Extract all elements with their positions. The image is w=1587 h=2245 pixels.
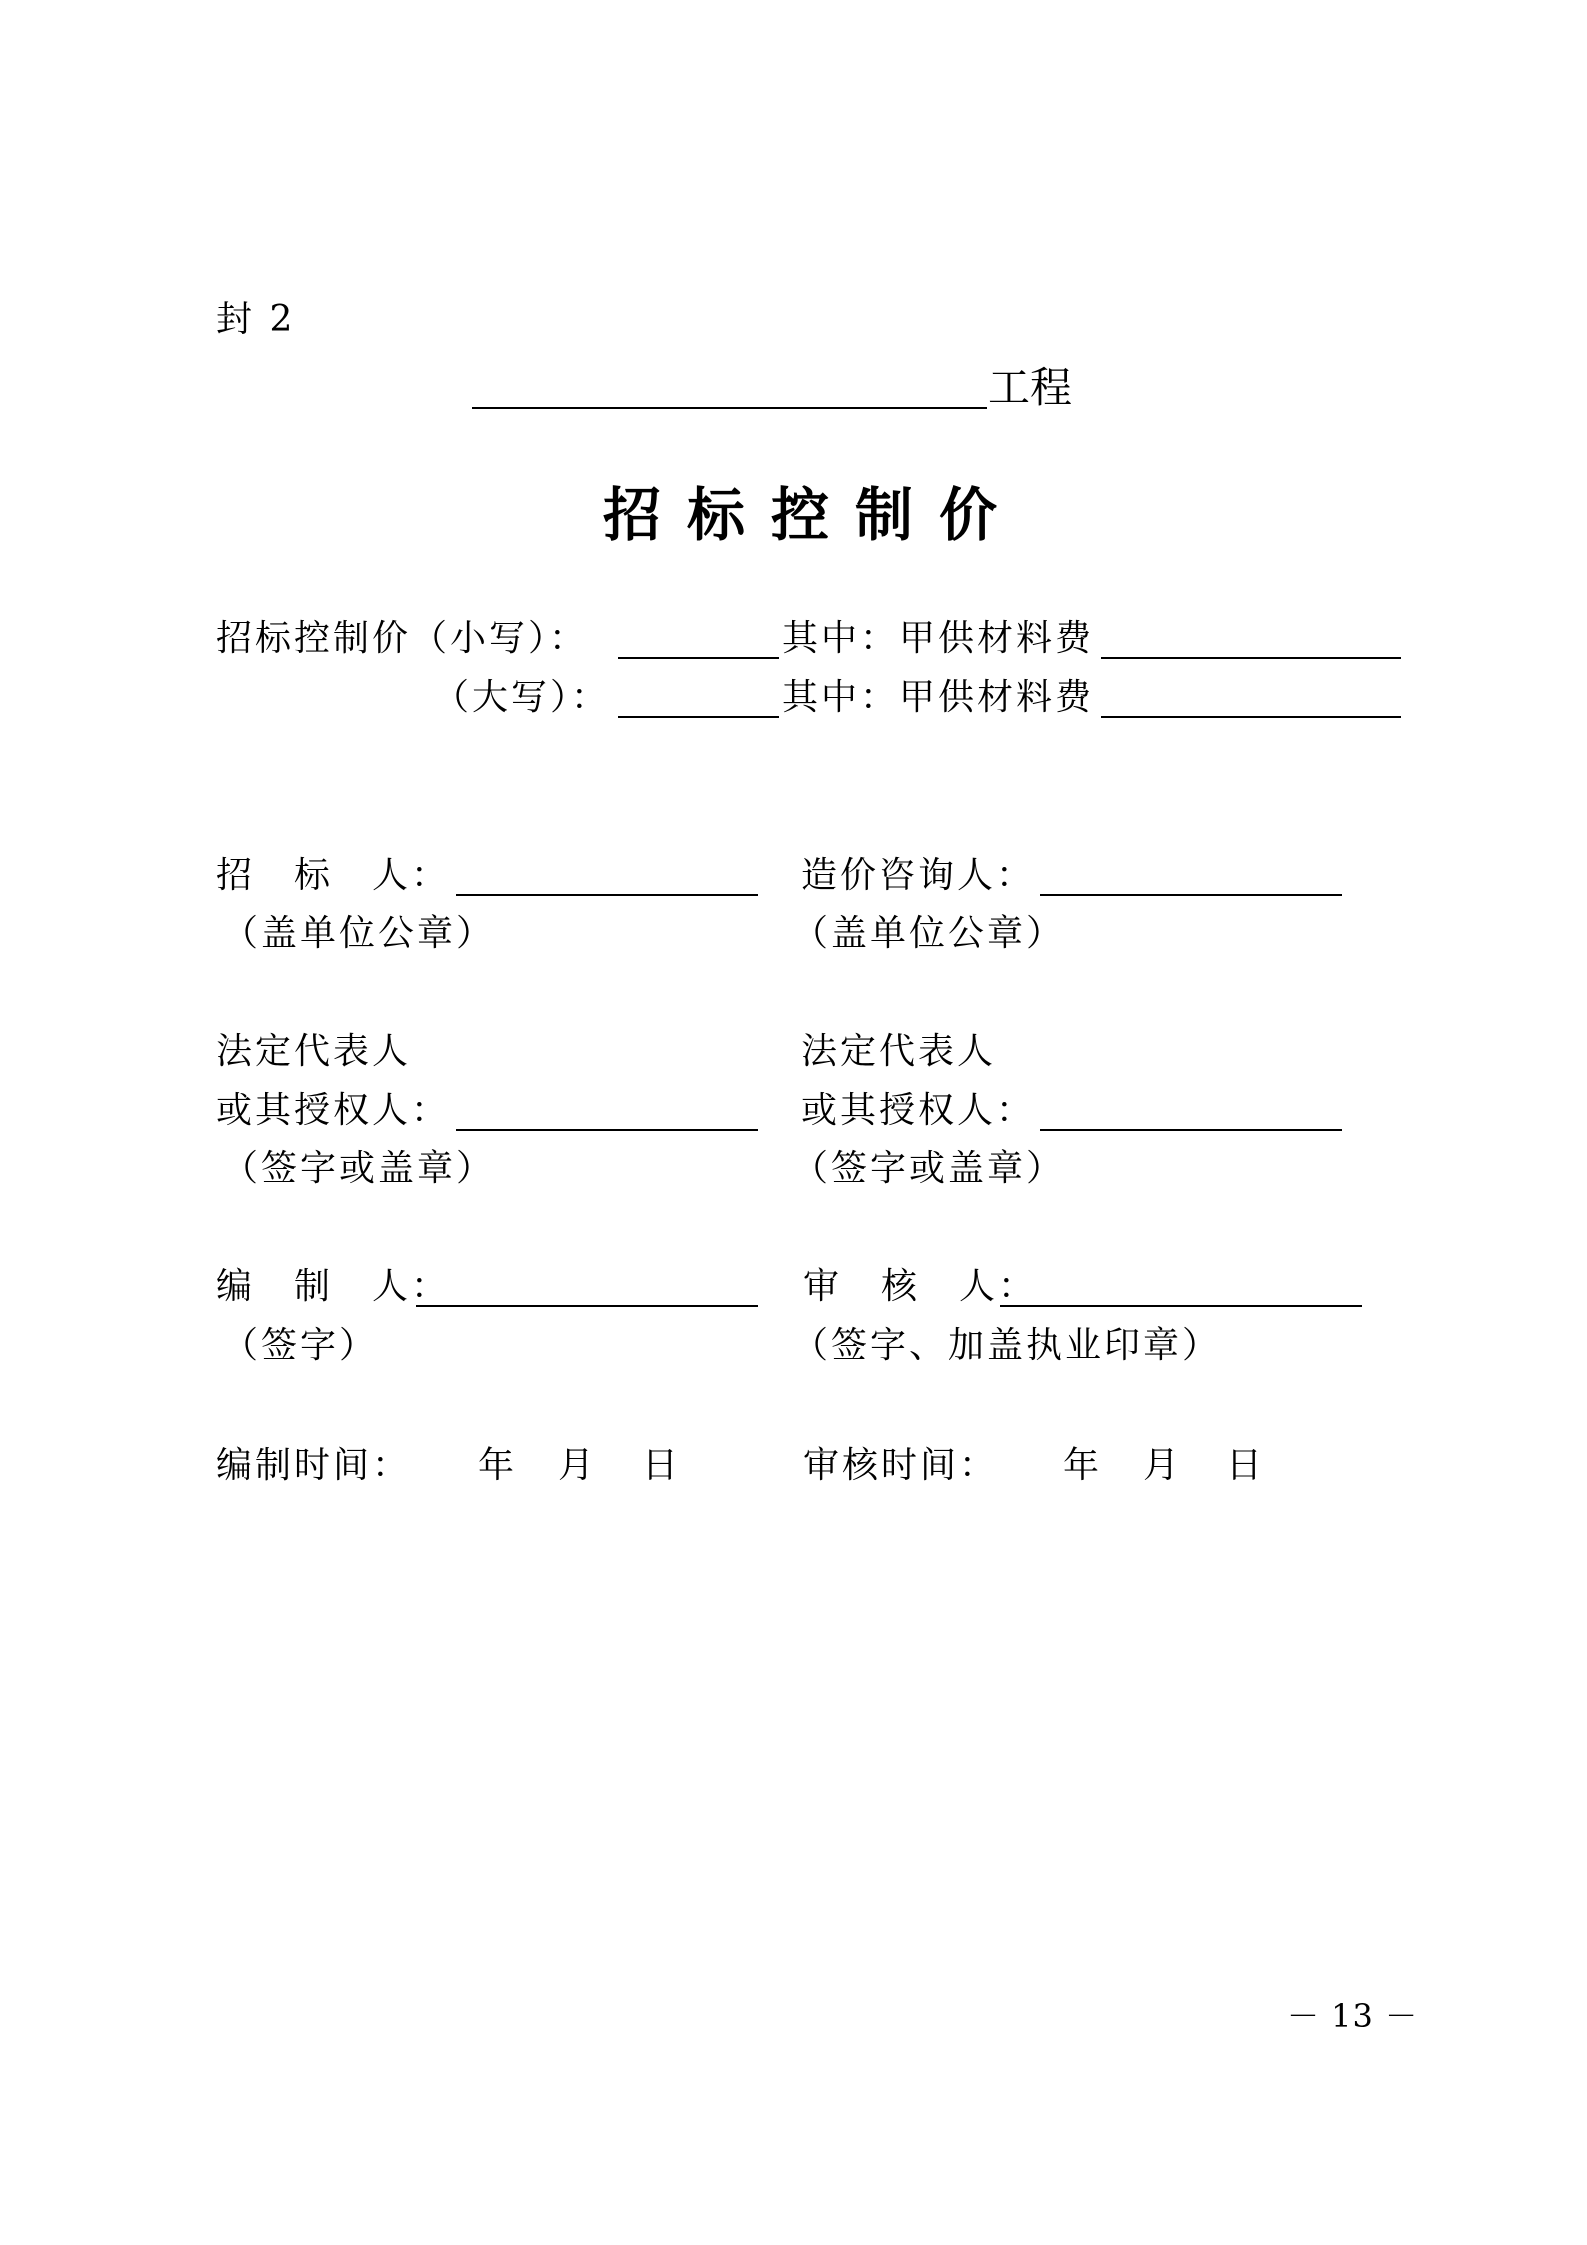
supplied-material-lower-field[interactable] — [1101, 657, 1401, 659]
price-upper-label: （大写）： — [433, 677, 611, 718]
page-title: 招标控制价 — [603, 481, 1024, 549]
compiler-note: （签字） — [222, 1325, 379, 1366]
tenderer-authorized-field[interactable] — [456, 1129, 758, 1131]
authorized-label: 或其授权人： — [216, 1090, 451, 1131]
price-upper-field[interactable] — [618, 716, 779, 718]
tenderer-field[interactable] — [456, 894, 758, 896]
consultant-label: 造价咨询人： — [801, 855, 1036, 896]
compile-day: 日 — [642, 1445, 682, 1486]
authorized-label: 或其授权人： — [801, 1090, 1036, 1131]
price-lower-label: 招标控制价（小写）： — [216, 618, 589, 659]
supplied-material-upper-field[interactable] — [1101, 716, 1401, 718]
project-name-field[interactable] — [472, 407, 987, 409]
legal-rep-label: 法定代表人 — [801, 1031, 997, 1072]
project-suffix: 工程 — [988, 363, 1073, 412]
reviewer-field[interactable] — [1000, 1305, 1362, 1307]
authorized-note: （签字或盖章） — [222, 1148, 496, 1189]
page-number: － 13 － — [1287, 1997, 1419, 2035]
compile-year: 年 — [478, 1445, 518, 1486]
reviewer-label: 审 核 人： — [803, 1266, 1038, 1307]
tenderer-label: 招 标 人： — [216, 855, 451, 896]
compiler-field[interactable] — [416, 1305, 758, 1307]
authorized-note: （签字或盖章） — [792, 1148, 1066, 1189]
review-time-label: 审核时间： — [803, 1445, 999, 1486]
legal-rep-label: 法定代表人 — [216, 1031, 412, 1072]
including-label: 其中：甲供材料费 — [782, 677, 1095, 718]
compiler-label: 编 制 人： — [216, 1266, 451, 1307]
tenderer-note: （盖单位公章） — [222, 913, 496, 954]
price-lower-field[interactable] — [618, 657, 779, 659]
cover-label: 封 2 — [216, 299, 296, 340]
compile-month: 月 — [558, 1445, 598, 1486]
consultant-note: （盖单位公章） — [792, 913, 1066, 954]
consultant-field[interactable] — [1040, 894, 1342, 896]
including-label: 其中：甲供材料费 — [782, 618, 1095, 659]
compile-time-label: 编制时间： — [216, 1445, 412, 1486]
review-month: 月 — [1143, 1445, 1183, 1486]
consultant-authorized-field[interactable] — [1040, 1129, 1342, 1131]
review-day: 日 — [1226, 1445, 1266, 1486]
reviewer-note: （签字、加盖执业印章） — [792, 1325, 1222, 1366]
review-year: 年 — [1063, 1445, 1103, 1486]
